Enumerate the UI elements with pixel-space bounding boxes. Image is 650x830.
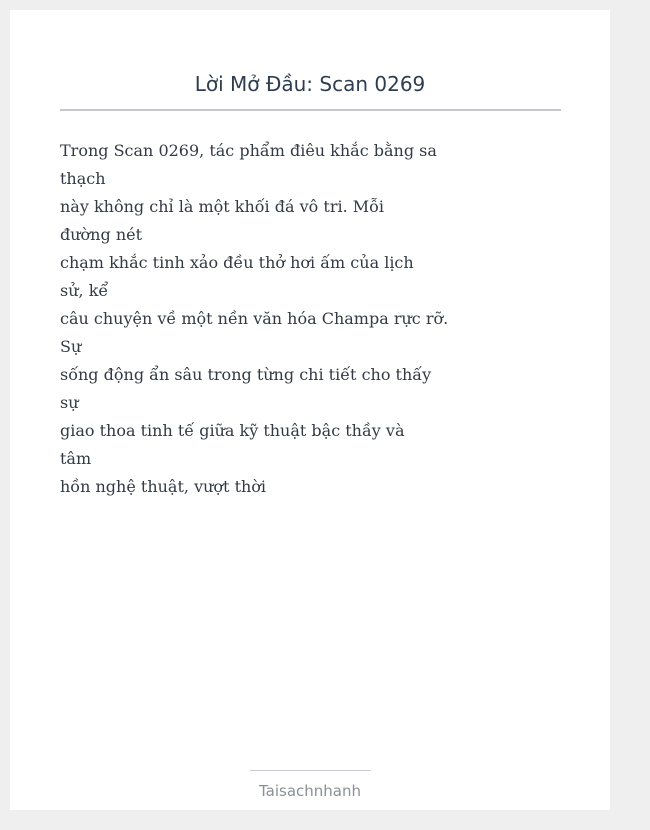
- body-line: câu chuyện về một nền văn hóa Champa rực rỡ.: [60, 309, 449, 328]
- body-line: hồn nghệ thuật, vượt thời: [60, 477, 267, 496]
- body-line: giao thoa tinh tế giữa kỹ thuật bậc thầy và: [60, 421, 405, 440]
- body-line: Trong Scan 0269, tác phẩm điêu khắc bằng sa: [60, 141, 437, 160]
- body-line: sự: [60, 393, 79, 412]
- body-line: Sự: [60, 337, 82, 356]
- document-page: [10, 10, 610, 810]
- footer-publisher: Taisachnhanh: [258, 782, 362, 800]
- body-line: đường nét: [60, 225, 143, 244]
- body-line: thạch: [60, 169, 106, 188]
- page-title: Lời Mở Đầu: Scan 0269: [194, 72, 426, 96]
- footer-divider: [250, 770, 371, 771]
- body-line: này không chỉ là một khối đá vô tri. Mỗi: [60, 197, 385, 216]
- title-divider: [60, 109, 561, 111]
- body-line: sử, kể: [60, 281, 109, 300]
- body-line: tâm: [60, 449, 92, 468]
- body-line: chạm khắc tinh xảo đều thở hơi ấm của lịch: [60, 253, 414, 272]
- body-line: sống động ẩn sâu trong từng chi tiết cho thấy: [60, 365, 432, 384]
- body-paragraph: [60, 137, 449, 501]
